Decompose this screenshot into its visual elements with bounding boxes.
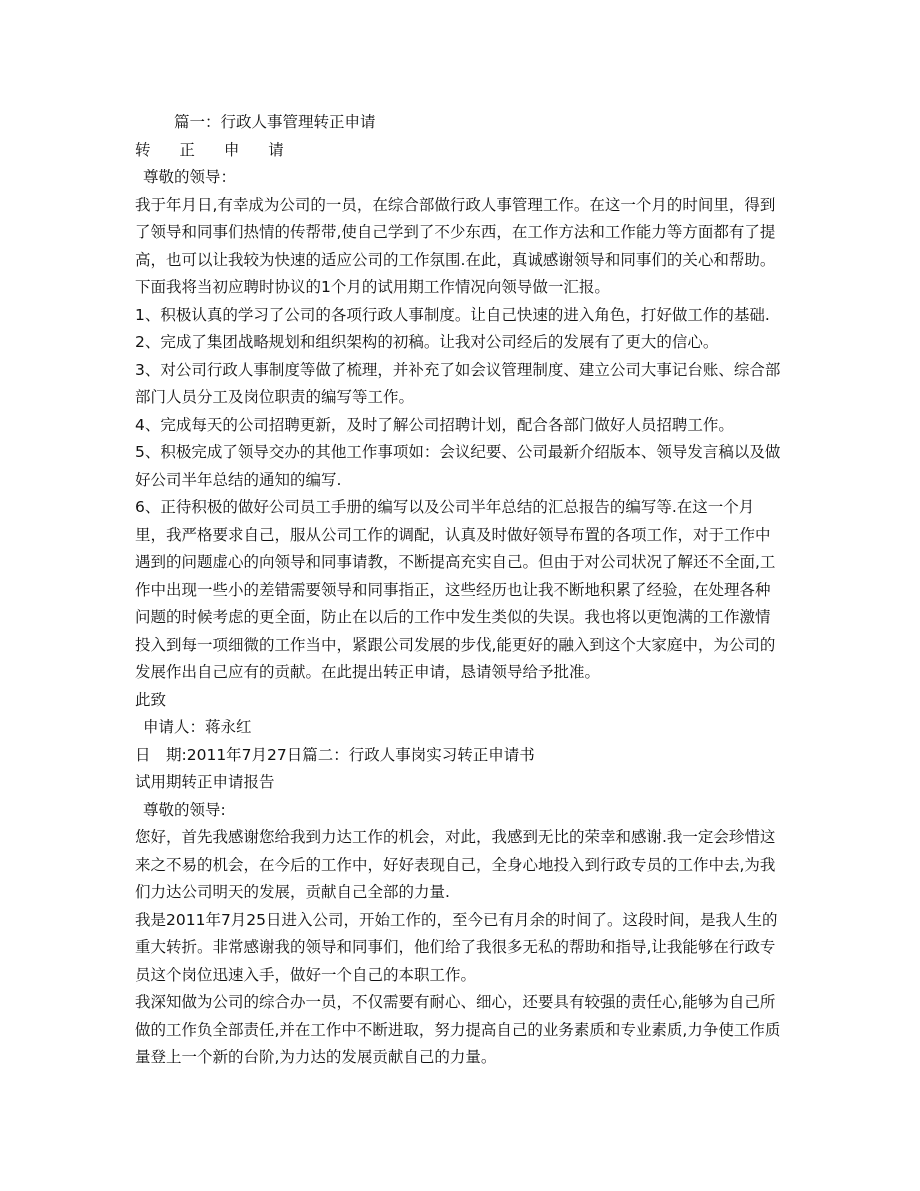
list-item-3: 3、对公司行政人事制度等做了梳理，并补充了如会议管理制度、建立公司大事记台账、综合部部门人员分工及岗位职责的编写等工作。 xyxy=(135,360,781,406)
closing: 此致 xyxy=(135,690,167,709)
paragraph-intro: 我于年月日,有幸成为公司的一员，在综合部做行政人事管理工作。在这一个月的时间里，得到了领导和同事们热情的传帮带,使自己学到了不少东西，在工作方法和工作能力等方面都有了提高，也可以让我较为快速的适应公司的工作氛围.在此，真诚感谢领导和同事们的关心和帮助。下面我将当初应聘时协议的1个月的试用期工作情况向领导做一汇报。 xyxy=(135,195,776,296)
applicant-line: 申请人：蒋永红 xyxy=(143,718,252,736)
list-item-6: 6、正待积极的做好公司员工手册的编写以及公司半年总结的汇总报告的编写等.在这一个月里，我严格要求自己，服从公司工作的调配，认真及时做好领导布置的各项工作，对于工作中遇到的问题虚心的向领导和同事请教，不断提高充实自己。但由于对公司状况了解还不全面,工作中出现一些小的差错需要领导和同事指正，这些经历也让我不断地积累了经验，在处理各种问题的时候考虑的更全面，防止在以后的工作中发生类似的失误。我也将以更饱满的工作激情投入到每一项细微的工作当中，紧跟公司发展的步伐,能更好的融入到这个大家庭中，为公司的发展作出自己应有的贡献。在此提出转正申请，恳请领导给予批准。 xyxy=(135,498,776,681)
document-title-2: 试用期转正申请报告 xyxy=(135,773,275,791)
date-value: 2011年7月27日篇二：行政人事岗实习转正申请书 xyxy=(186,745,535,764)
document-body xyxy=(135,109,785,1072)
paragraph-experience: 我是2011年7月25日进入公司，开始工作的，至今已有月余的时间了。这段时间，是我人生的重大转折。非常感谢我的领导和同事们，他们给了我很多无私的帮助和指导,让我能够在行政专员这个岗位迅速入手，做好一个自己的本职工作。 xyxy=(135,910,778,984)
date-label: 日 期: xyxy=(135,745,187,764)
salutation-1: 尊敬的领导： xyxy=(143,168,237,186)
section-heading-1: 篇一：行政人事管理转正申请 xyxy=(174,113,376,131)
list-item-2: 2、完成了集团战略规划和组织架构的初稿。让我对公司经后的发展有了更大的信心。 xyxy=(135,333,719,351)
date-line xyxy=(135,742,785,770)
paragraph-greeting: 您好，首先我感谢您给我到力达工作的机会，对此，我感到无比的荣幸和感谢.我一定会珍惜这来之不易的机会，在今后的工作中，好好表现自己，全身心地投入到行政专员的工作中去,为我们力达公司明天的发展，贡献自己全部的力量. xyxy=(135,828,776,901)
document-title-1: 转 正 申 请 xyxy=(135,140,296,159)
list-item-1: 1、积极认真的学习了公司的各项行政人事制度。让自己快速的进入角色，打好做工作的基础. xyxy=(135,305,770,324)
list-item-5: 5、积极完成了领导交办的其他工作事项如：会议纪要、公司最新介绍版本、领导发言稿以及做好公司半年总结的通知的编写. xyxy=(135,443,781,489)
paragraph-responsibility: 我深知做为公司的综合办一员，不仅需要有耐心、细心，还要具有较强的责任心,能够为自己所做的工作负全部责任,并在工作中不断进取，努力提高自己的业务素质和专业素质,力争使工作质量登上一个新的台阶,为力达的发展贡献自己的力量。 xyxy=(135,993,781,1066)
list-item-4: 4、完成每天的公司招聘更新，及时了解公司招聘计划，配合各部门做好人员招聘工作。 xyxy=(135,415,734,434)
salutation-2: 尊敬的领导: xyxy=(143,800,226,819)
